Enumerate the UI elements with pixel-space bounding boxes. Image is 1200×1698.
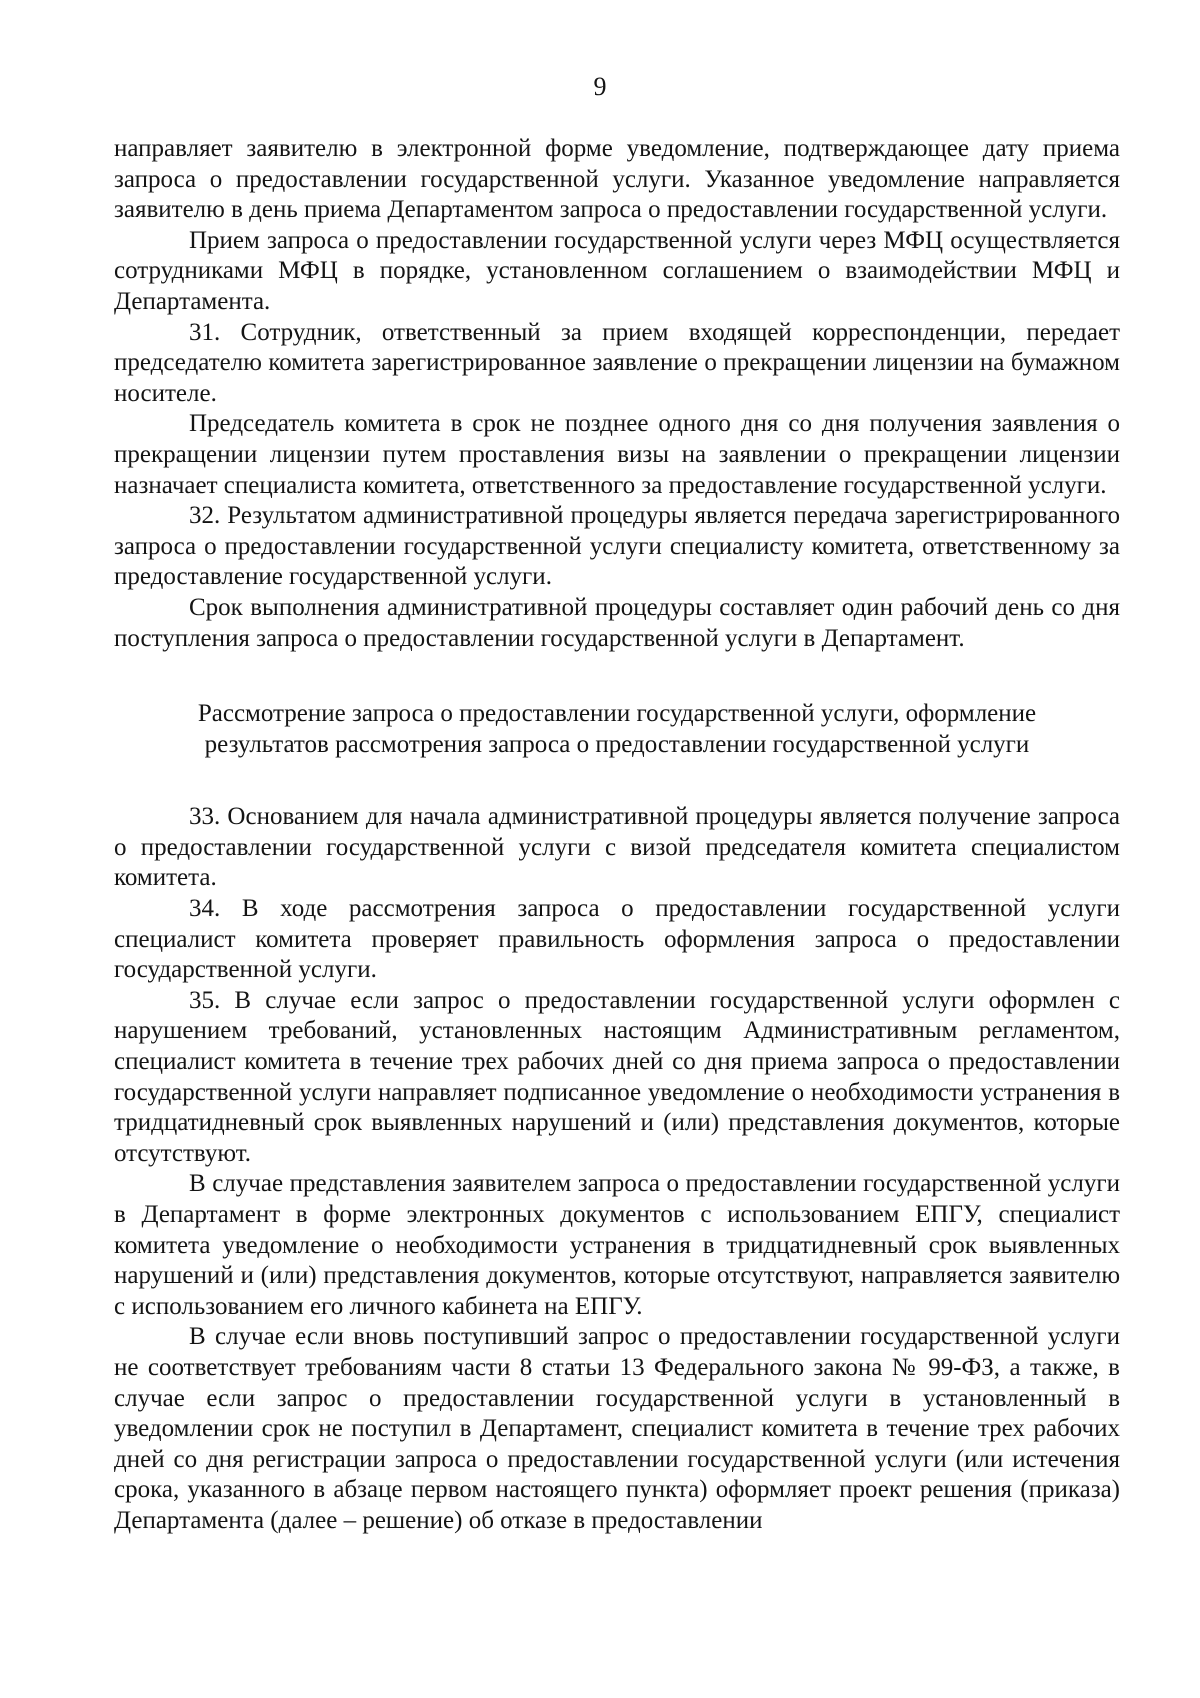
paragraph-35-refusal: В случае если вновь поступивший запрос о предоставлении государственной услуги не соответствует требованиям части 8 статьи 13 Федерального закона № 99-ФЗ, а также, в случае если запрос о предоставлении государственной услуги в установленный в уведомлении срок не поступил в Департамент, специалист комитета в течение трех рабочих дней со дня регистрации запроса о предоставлении государственной услуги (или истечения срока, указанного в абзаце первом настоящего пункта) оформляет проект решения (приказа) Департамента (далее – решение) об отказе в предоставлении [114,1323,1120,1534]
paragraph-mfc-reception: Прием запроса о предоставлении государственной услуги через МФЦ осуществляется сотрудниками МФЦ в порядке, установленном соглашением о взаимодействии МФЦ и Департамента. [114,226,1120,315]
paragraph-34: 34. В ходе рассмотрения запроса о предоставлении государственной услуги специалист комитета проверяет правильность оформления запроса о предоставлении государственной услуги. [114,895,1120,984]
paragraph-35-epgu: В случае представления заявителем запроса о предоставлении государственной услуги в Департамент в форме электронных документов с использованием ЕПГУ, специалист комитета уведомление о необходимости устранения в тридцатидневный срок выявленных нарушений и (или) представления документов, которые отсутствуют, направляется заявителю с использованием его личного кабинета на ЕПГУ. [114,1170,1120,1320]
section-title [114,699,1120,760]
paragraph-35: 35. В случае если запрос о предоставлении государственной услуги оформлен с нарушением требований, установленных настоящим Административным регламентом, специалист комитета в течение трех рабочих дней со дня приема запроса о предоставлении государственной услуги направляет подписанное уведомление о необходимости устранения в тридцатидневный срок выявленных нарушений и (или) представления документов, которые отсутствуют. [114,986,1120,1167]
paragraph-32-term: Срок выполнения административной процедуры составляет один рабочий день со дня поступления запроса о предоставлении государственной услуги в Департамент. [114,593,1120,652]
section-title-line-1: Рассмотрение запроса о предоставлении государственной услуги, оформление [197,700,1037,728]
paragraph-31-chairman: Председатель комитета в срок не позднее одного дня со дня получения заявления о прекращении лицензии путем проставления визы на заявлении о прекращении лицензии назначает специалиста комитета, ответственного за предоставление государственной услуги. [114,410,1120,499]
paragraph-31: 31. Сотрудник, ответственный за прием входящей корреспонденции, передает председателю комитета зарегистрированное заявление о прекращении лицензии на бумажном носителе. [114,318,1120,407]
paragraph-continued: направляет заявителю в электронной форме уведомление, подтверждающее дату приема запроса о предоставлении государственной услуги. Указанное уведомление направляется заявителю в день приема Департаментом запроса о предоставлении государственной услуги. [114,135,1120,224]
section-title-line-2: результатов рассмотрения запроса о предоставлении государственной услуги [204,730,1030,758]
document-body [114,134,1120,1537]
paragraph-32: 32. Результатом административной процедуры является передача зарегистрированного запроса о предоставлении государственной услуги специалисту комитета, ответственному за предоставление государственной услуги. [114,502,1120,591]
paragraph-33: 33. Основанием для начала административной процедуры является получение запроса о предоставлении государственной услуги с визой председателя комитета специалистом комитета. [114,803,1120,892]
page-number: 9 [593,72,607,101]
